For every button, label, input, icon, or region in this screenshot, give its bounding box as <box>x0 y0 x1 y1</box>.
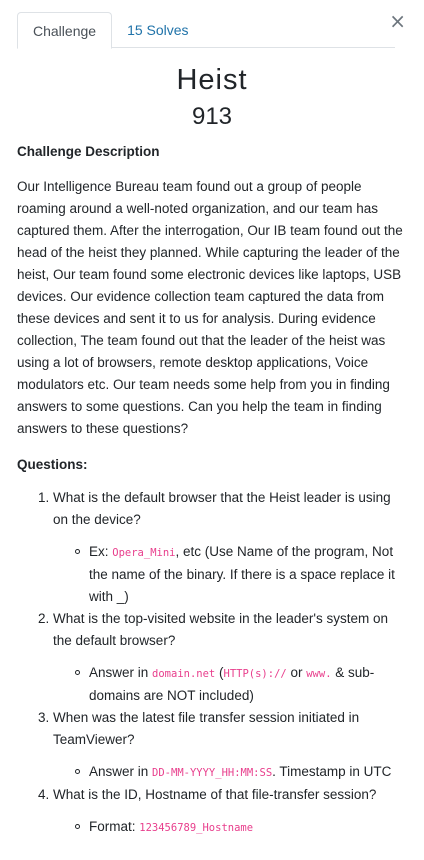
question-text: What is the ID, Hostname of that file-transfer session? <box>53 787 377 802</box>
hint-code: HTTP(s):// <box>223 668 287 680</box>
question-hint-list <box>53 662 407 707</box>
challenge-description: Our Intelligence Bureau team found out a group of people roaming around a well-noted organization, and our team has captured them. After the interrogation, Our IB team found out the head of the heist they planned. While capturing the leader of the heist, Our team found some electronic devices like laptops, USB devices. Our evidence collection team captured the data from these devices and sent it to us for analysis. During evidence collection, The team found out that the leader of the heist was using a lot of browsers, remote desktop applications, Voice modulators etc. Our team needs some help from you in finding answers to some questions. Can you help the team in finding answers to these questions? <box>17 179 403 436</box>
question-text: What is the top-visited website in the leader's system on the default browser? <box>53 611 388 648</box>
description-heading: Challenge Description <box>17 144 160 159</box>
questions-list <box>17 487 407 839</box>
question-hint: Answer in domain.net (HTTP(s):// or www. & sub-domains are NOT included) <box>89 662 407 707</box>
question-text: When was the latest file transfer session initiated in TeamViewer? <box>53 710 360 747</box>
hint-code: Opera_Mini <box>112 547 176 559</box>
question-hint-list <box>53 541 407 608</box>
hint-code: DD-MM-YYYY_HH:MM:SS <box>152 767 273 779</box>
question-item <box>53 487 407 608</box>
question-hint-list <box>53 761 407 784</box>
close-icon[interactable]: × <box>389 9 406 33</box>
question-hint: Answer in DD-MM-YYYY_HH:MM:SS. Timestamp in UTC <box>89 761 407 784</box>
hint-code: domain.net <box>152 668 216 680</box>
tab-solves[interactable]: 15 Solves <box>127 22 189 38</box>
hint-code: 123456789_Hostname <box>139 822 254 834</box>
modal-tabs <box>17 12 395 48</box>
questions-heading: Questions: <box>17 457 88 472</box>
question-item <box>53 608 407 707</box>
challenge-title: Heist <box>176 64 248 96</box>
question-item <box>53 784 407 839</box>
question-hint: Ex: Opera_Mini, etc (Use Name of the program, Not the name of the binary. If there is a space replace it with _) <box>89 541 407 608</box>
hint-code: www. <box>306 668 332 680</box>
question-text: What is the default browser that the Heist leader is using on the device? <box>53 490 391 527</box>
challenge-points: 913 <box>191 103 233 130</box>
question-item <box>53 707 407 784</box>
question-hint: Format: 123456789_Hostname <box>89 816 407 839</box>
tab-challenge[interactable]: Challenge <box>17 12 112 49</box>
question-hint-list <box>53 816 407 839</box>
